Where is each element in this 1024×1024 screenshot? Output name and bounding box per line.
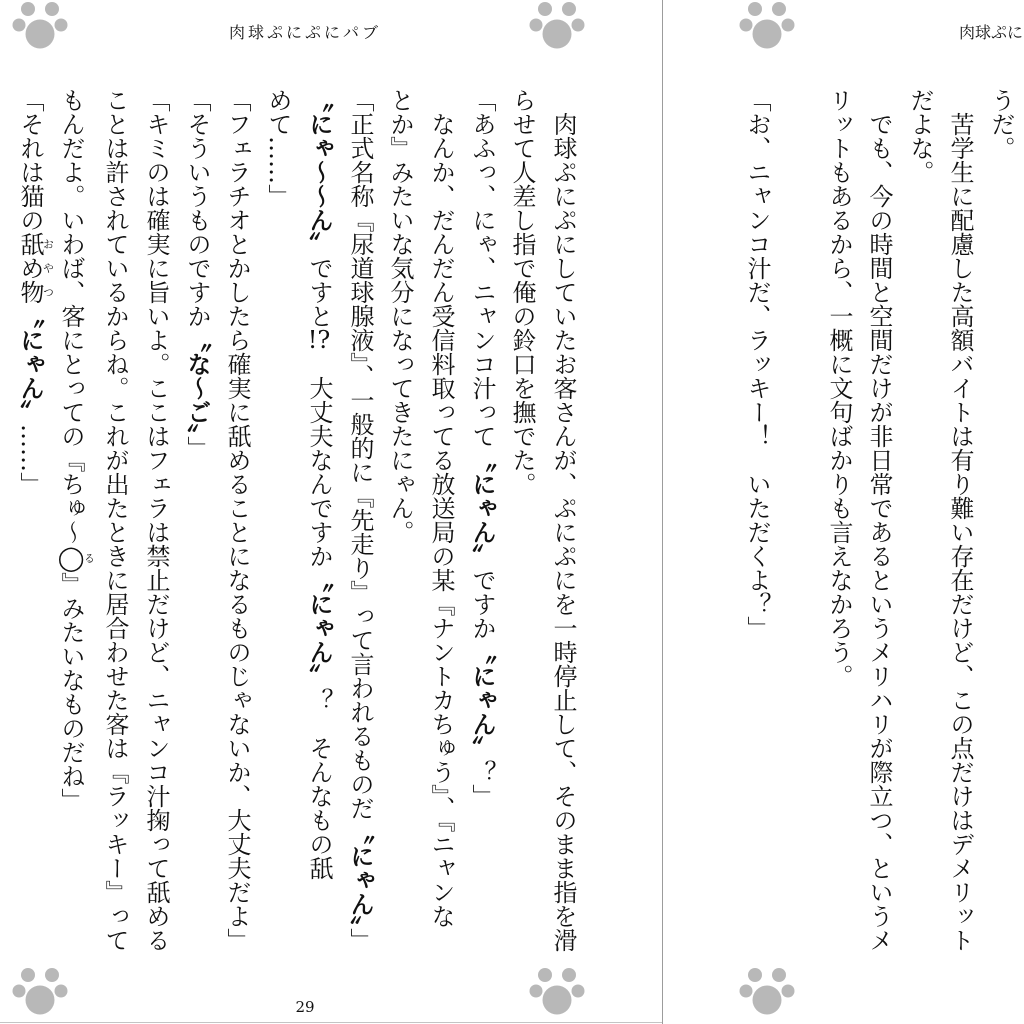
- text-run: めて……」: [264, 88, 292, 208]
- ruby-base: 舐め物: [16, 232, 44, 304]
- exclamation-question-mark: !?: [307, 328, 331, 352]
- text-run: ？」: [468, 760, 496, 808]
- emphasized-text: 〝にゃん〟: [468, 448, 496, 568]
- emphasized-text: 〝にゃん〟: [346, 820, 374, 928]
- text-run: 苦学生に配慮した高額バイトは有り難い存在だけど、この点だけはデメリット: [946, 112, 974, 952]
- text-run: 』みたいなものだね」: [57, 572, 85, 812]
- emphasized-text: 〝にゃん〟: [305, 568, 333, 688]
- text-column: [421, 88, 461, 958]
- text-run: でも、今の時間と空間だけが非日常であるというメリハリが際立つ、というメ: [865, 112, 893, 952]
- text-run: ……」: [16, 424, 44, 496]
- text-column: [502, 88, 542, 958]
- running-head: 肉球ぷに: [959, 24, 1023, 42]
- text-column: [819, 88, 859, 958]
- paw-print-icon: [739, 966, 795, 1018]
- emphasized-text: 〝にゃん〟: [16, 304, 44, 424]
- text-run: 「正式名称『尿道球腺液』、一般的に『先走り』って言われるものだ: [346, 88, 374, 820]
- text-run: 「お、ニャンコ汁だ、ラッキー！ いただくよ？」: [743, 88, 771, 640]
- text-column: [981, 88, 1021, 958]
- page-bottom-edge: [0, 1022, 662, 1023]
- text-run: ？ そんなもの舐: [305, 688, 333, 880]
- text-run: もんだよ。いわば、客にとっての『ちゅ〜: [57, 88, 85, 544]
- text-column: [14, 88, 54, 958]
- ruby-annotated-text: [57, 544, 96, 572]
- paw-print-icon: [12, 966, 68, 1018]
- emphasized-text: 〝にゃん〟: [468, 640, 496, 760]
- text-column: [380, 88, 420, 958]
- text-run: ですか: [468, 568, 496, 640]
- text-run: 「そういうものですか: [183, 88, 211, 328]
- text-column: [55, 88, 95, 958]
- text-column: [258, 88, 298, 958]
- ruby-reading: る: [82, 544, 96, 572]
- text-column: [737, 88, 777, 958]
- paw-print-icon: [529, 966, 585, 1018]
- emphasized-text: 〝な〜ご〟: [183, 328, 211, 436]
- text-run: 大丈夫なんですか: [305, 352, 333, 568]
- text-run: ですと: [305, 256, 333, 328]
- text-run: 肉球ぷにぷにしていたお客さんが、ぷにぷにを一時停止して、そのまま指を滑: [549, 112, 577, 952]
- text-run: とか』みたいな気分になってきたにゃん。: [386, 88, 414, 544]
- text-run: 」: [346, 928, 374, 952]
- ruby-annotated-text: [16, 232, 55, 304]
- text-run: 」: [183, 436, 211, 460]
- text-column: [177, 88, 217, 958]
- text-run: ことは許されているからね。これが出たときに居合わせた客は『ラッキー』って: [101, 88, 129, 952]
- text-run: らせて人差し指で俺の鈴口を撫でた。: [508, 88, 536, 496]
- text-column: [340, 88, 380, 958]
- text-run: なんか、だんだん受信料取ってる放送局の某『ナントカちゅう』、『ニャンな: [427, 112, 455, 928]
- text-column: [900, 88, 940, 958]
- paw-print-icon: [739, 0, 795, 52]
- text-column: [543, 88, 583, 958]
- text-column: [462, 88, 502, 958]
- text-run: だよな。: [906, 88, 934, 184]
- text-run: 「それは猫の: [16, 88, 44, 232]
- text-run: うだ。: [987, 88, 1015, 160]
- text-run: リットもあるから、一概に文句ばかりも言えなかろう。: [825, 88, 853, 688]
- text-run: 「キミのは確実に旨いよ。ここはフェラは禁止だけど、ニャンコ汁掬って舐める: [142, 88, 170, 952]
- text-column: [136, 88, 176, 958]
- emphasized-text: 〝にゃ〜〜ん〟: [305, 88, 333, 256]
- right-page: [663, 0, 1024, 1024]
- text-column: [217, 88, 257, 958]
- paw-print-icon: [529, 0, 585, 52]
- running-head: 肉球ぷにぷにパブ: [229, 23, 382, 42]
- text-column: [299, 88, 339, 958]
- ruby-base: ◯: [57, 544, 85, 572]
- text-run: 「あふっ、にゃ、ニャンコ汁って: [468, 88, 496, 448]
- text-column: [95, 88, 135, 958]
- text-run: 「フェラチオとかしたら確実に舐めることになるものじゃないか、大丈夫だよ」: [223, 88, 251, 952]
- ruby-reading: おやつ: [41, 232, 55, 304]
- text-column: [859, 88, 899, 958]
- paw-print-icon: [12, 0, 68, 52]
- text-column: [940, 88, 980, 958]
- page-number: 29: [295, 998, 315, 1016]
